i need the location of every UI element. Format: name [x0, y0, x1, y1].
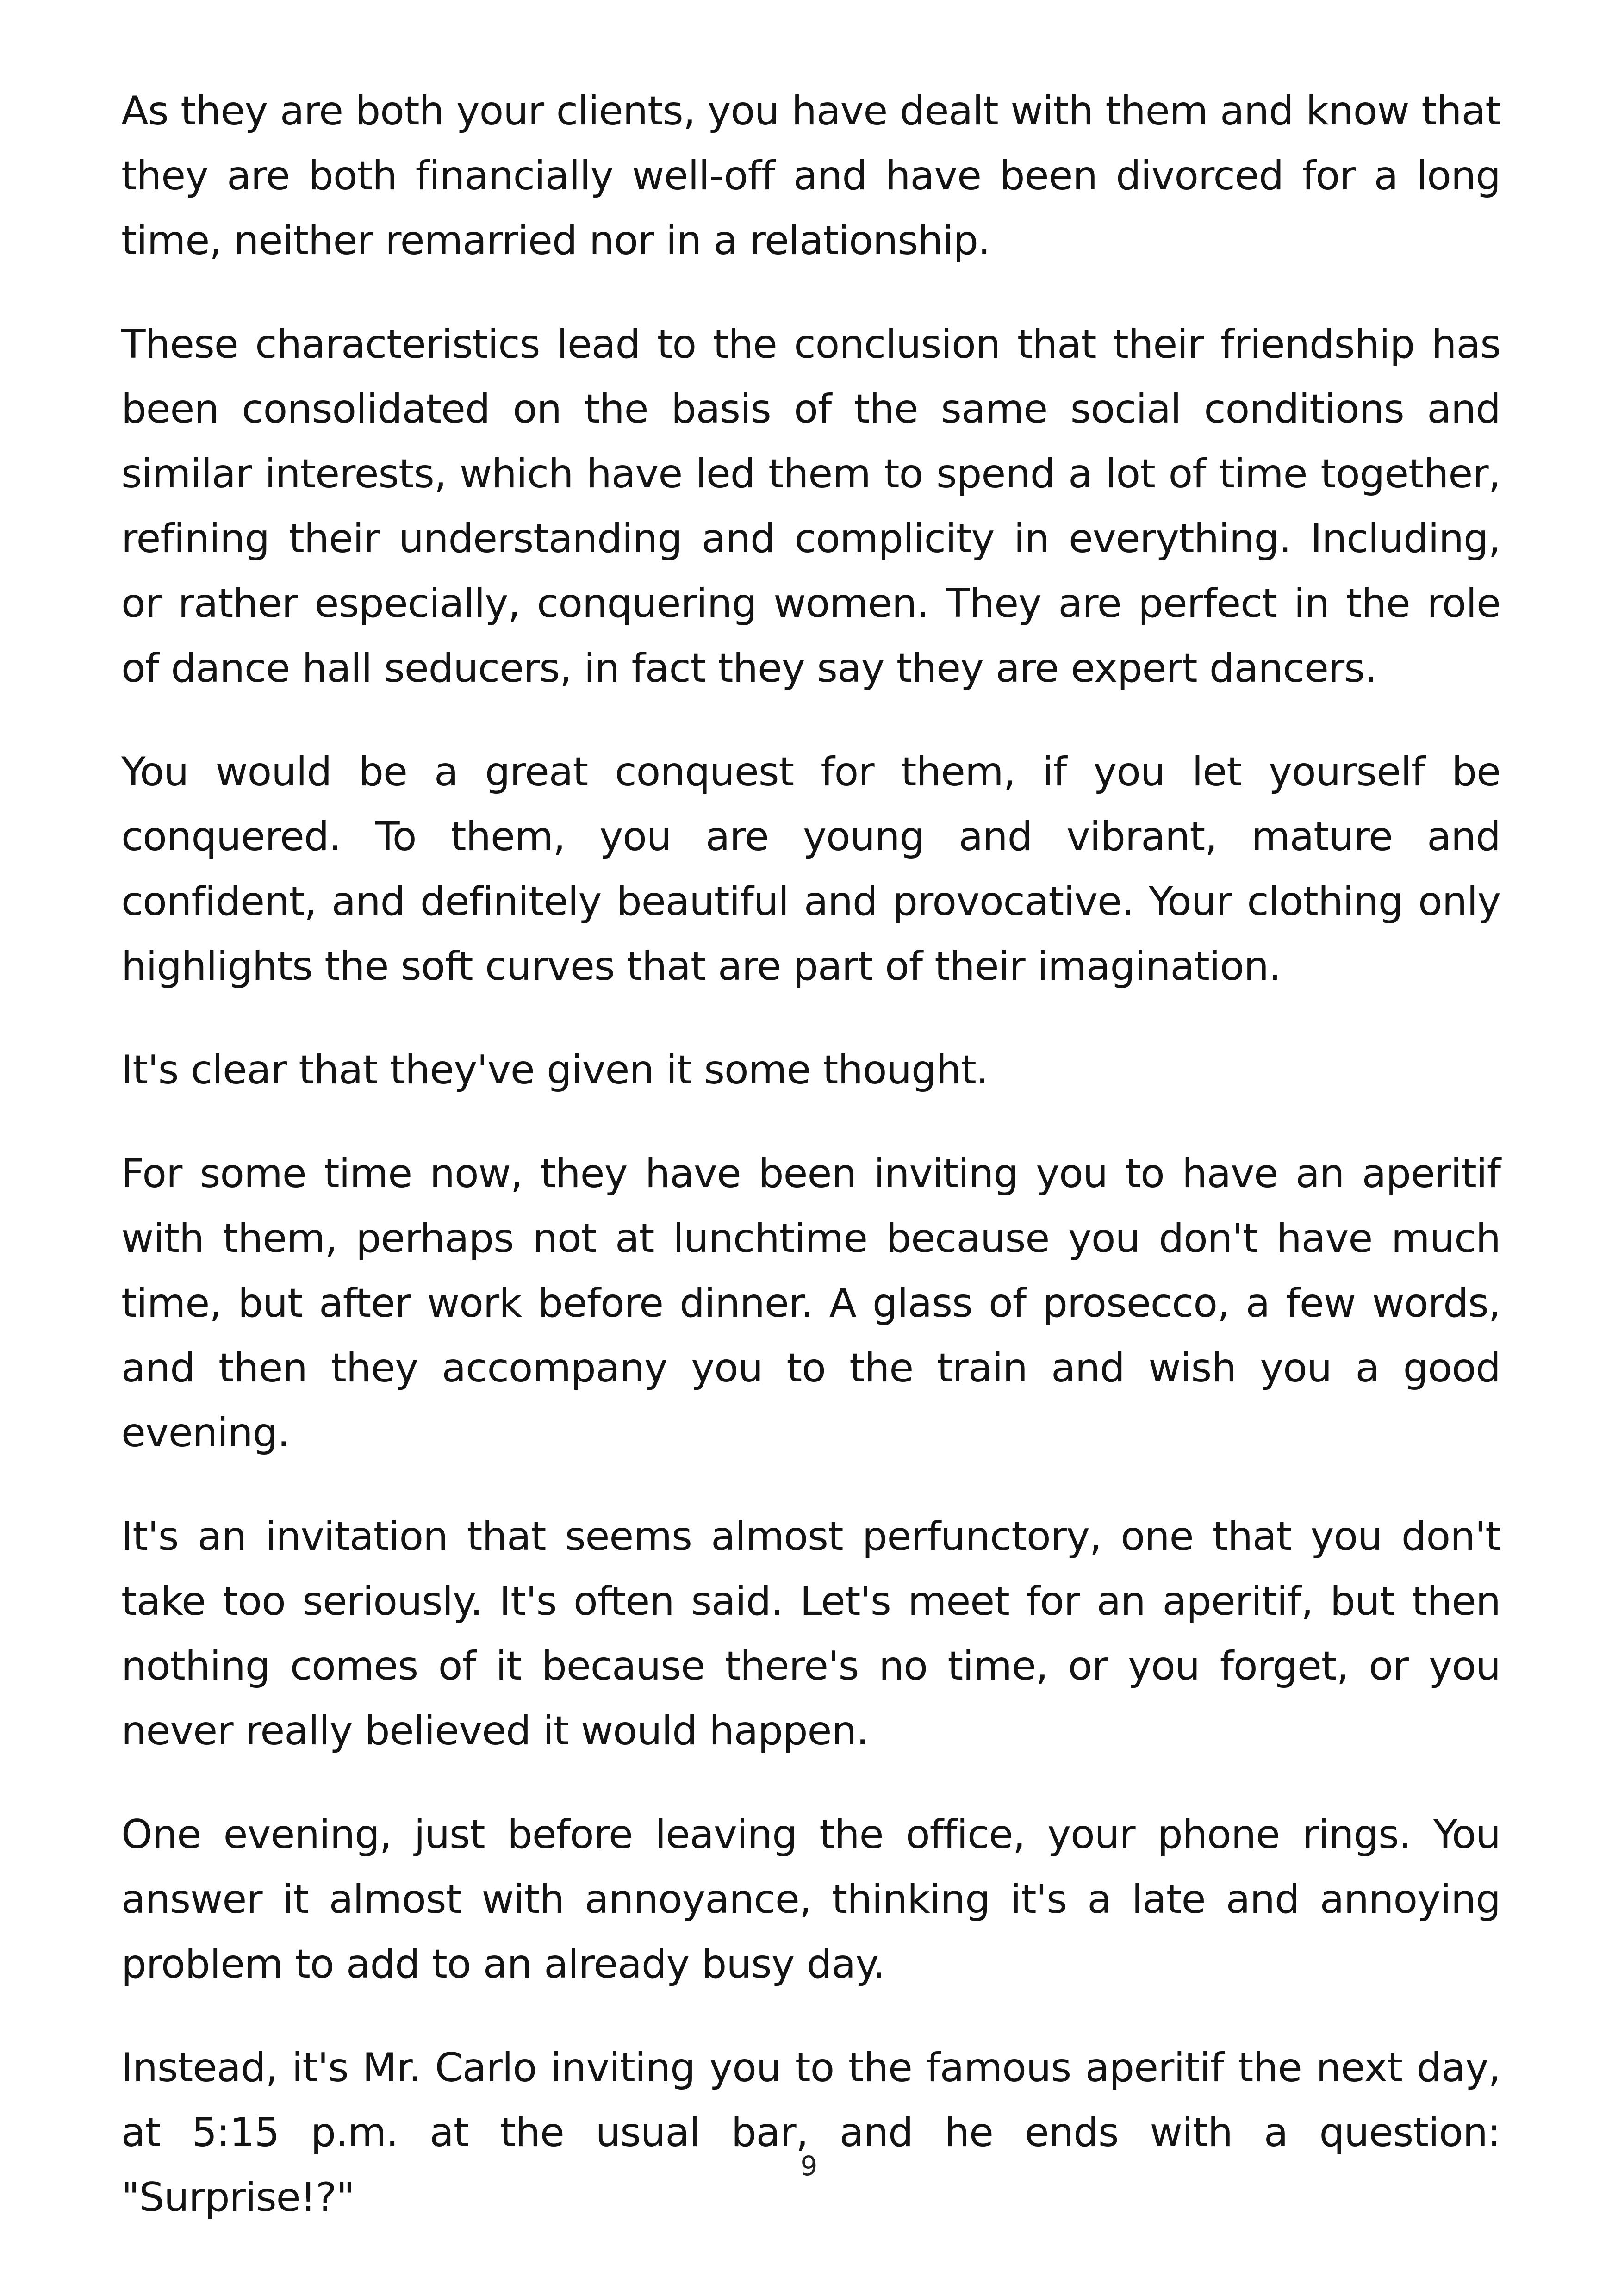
paragraph: These characteristics lead to the conclusion that their friendship has been consolidated on the basis of the same social conditions and similar interests, which have led them to spend a lot of time together, refining their understanding and complicity in everything. Including, or rather especially, conquering women. They are perfect in the role of dance hall seducers, in fact they say they are expert dancers.: [121, 321, 1500, 691]
paragraph: It's an invitation that seems almost perfunctory, one that you don't take too seriously. It's often said. Let's meet for an aperitif, but then nothing comes of it because there's no time, or you forget, or you never really believed it would happen.: [121, 1513, 1500, 1754]
paragraph: Instead, it's Mr. Carlo inviting you to the famous aperitif the next day, at 5:15 p.m. at the usual bar, and he ends with a question: "Surprise!?": [121, 2045, 1500, 2221]
paragraph: As they are both your clients, you have dealt with them and know that they are both financially well-off and have been divorced for a long time, neither remarried nor in a relationship.: [121, 88, 1500, 264]
paragraph: One evening, just before leaving the office, your phone rings. You answer it almost with annoyance, thinking it's a late and annoying problem to add to an already busy day.: [121, 1811, 1500, 1987]
paragraph: For some time now, they have been inviting you to have an aperitif with them, perhaps not at lunchtime because you don't have much time, but after work before dinner. A glass of prosecco, a few words, and then they accompany you to the train and wish you a good evening.: [121, 1151, 1500, 1456]
page-number: 9: [800, 2150, 818, 2182]
body-text: [121, 79, 1500, 2269]
paragraph: You would be a great conquest for them, if you let yourself be conquered. To them, you are young and vibrant, mature and confident, and definitely beautiful and provocative. Your clothing only highlights the soft curves that are part of their imagination.: [121, 749, 1500, 989]
paragraph: It's clear that they've given it some thought.: [121, 1047, 989, 1093]
